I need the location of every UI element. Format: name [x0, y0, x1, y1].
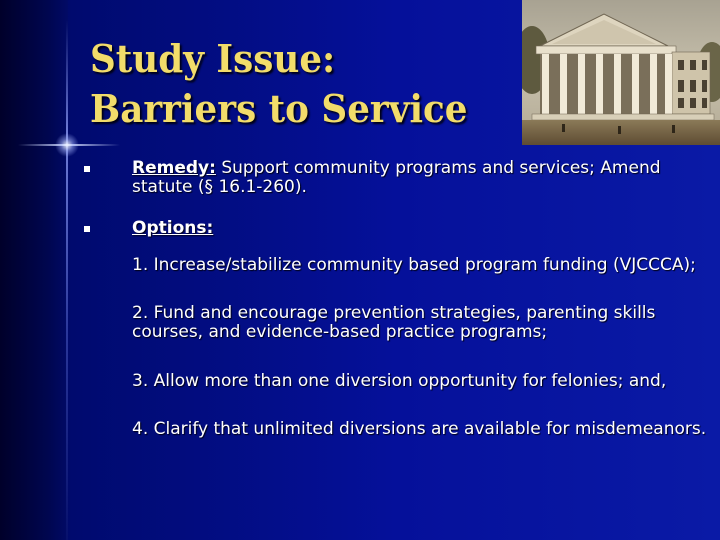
remedy-heading: Remedy:	[132, 158, 216, 178]
option-item: 1. Increase/stabilize community based program funding (VJCCCA);	[132, 255, 696, 275]
left-band	[0, 0, 68, 540]
options-heading: Options:	[132, 218, 214, 238]
bullet-options	[84, 219, 714, 238]
title-line-1: Study Issue:	[90, 36, 336, 81]
bullet-remedy	[84, 159, 714, 197]
option-item: 4. Clarify that unlimited diversions are available for misdemeanors.	[132, 419, 707, 439]
option-item: 2. Fund and encourage prevention strategies, parenting skills courses, and evidence-based practice programs;	[132, 303, 656, 342]
slide-title	[90, 34, 468, 134]
bullet-square-icon	[84, 166, 90, 172]
remedy-text: Support community programs and services; Amend statute (§ 16.1-260).	[132, 158, 661, 197]
slide-body	[84, 155, 714, 439]
option-item: 3. Allow more than one diversion opportunity for felonies; and,	[132, 371, 667, 391]
title-line-2: Barriers to Service	[90, 86, 468, 131]
capitol-building-image	[522, 0, 720, 145]
accent-vertical-line	[66, 20, 68, 540]
bullet-square-icon	[84, 226, 90, 232]
accent-glow	[55, 133, 79, 157]
